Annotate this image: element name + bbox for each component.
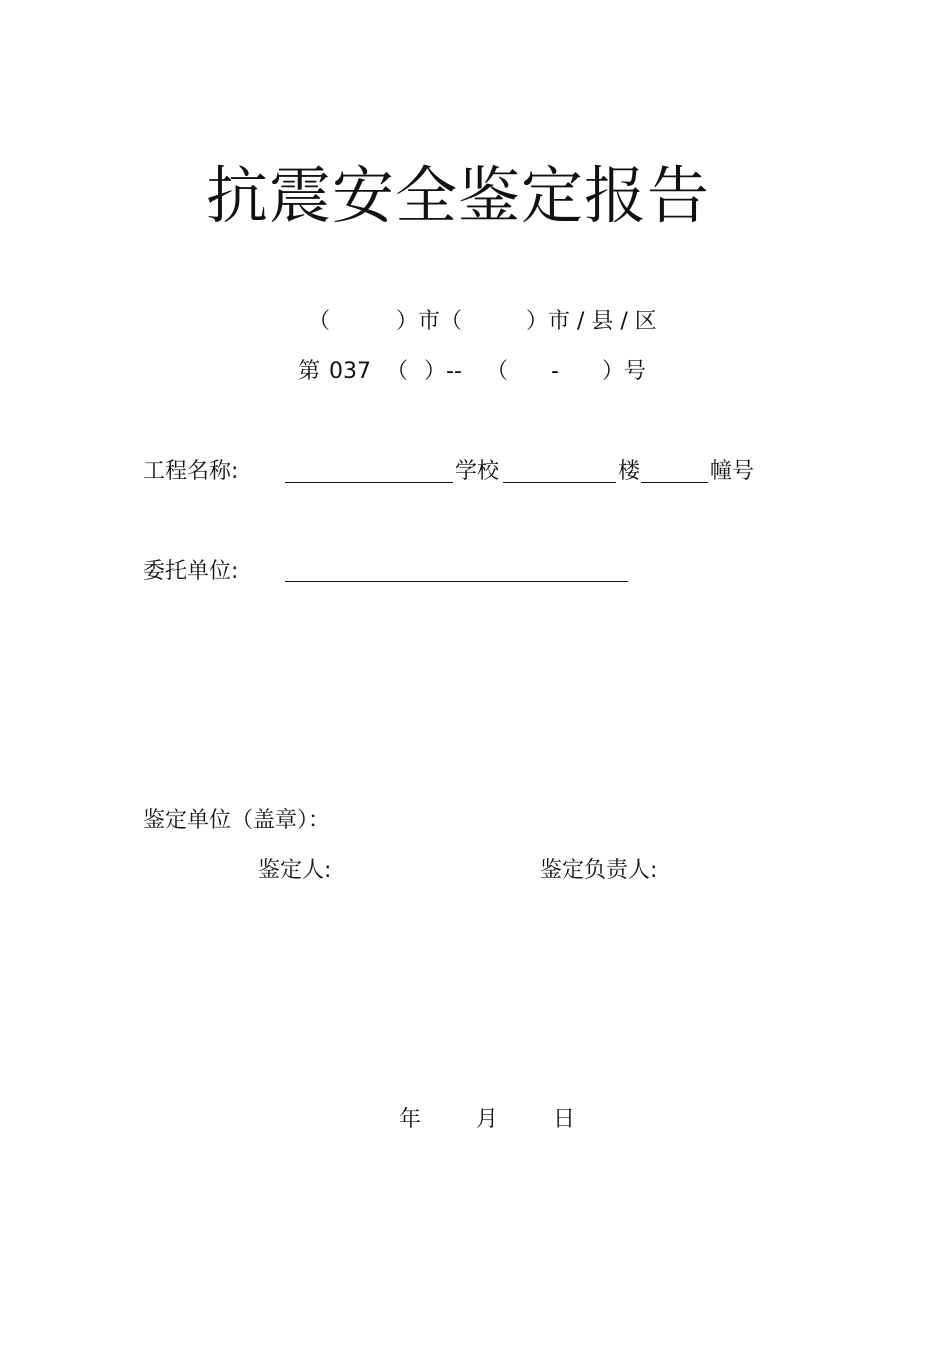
number-paren-3: （ <box>486 359 509 384</box>
number-paren-1: （ <box>386 359 409 384</box>
report-number-code: 037 <box>329 359 371 384</box>
project-name-label: 工程名称: <box>143 459 239 484</box>
building-name-blank <box>503 482 616 483</box>
region-county: ）市 / 县 / 区 <box>526 309 657 334</box>
number-dash: - <box>551 359 559 384</box>
client-blank <box>285 581 628 582</box>
school-suffix: 学校 <box>455 459 500 484</box>
date-day: 日 <box>553 1107 576 1132</box>
appraisal-unit-label: 鉴定单位（盖章）： <box>143 808 331 833</box>
report-title: 抗震安全鉴定报告 <box>205 159 710 232</box>
responsible-person-label: 鉴定负责人: <box>540 858 658 883</box>
number-suffix: ）号 <box>602 359 647 384</box>
unit-number-suffix: 幢号 <box>710 459 755 484</box>
building-suffix: 楼 <box>618 459 641 484</box>
school-name-blank <box>285 482 453 483</box>
region-paren-open: （ <box>308 309 331 334</box>
unit-number-blank <box>641 482 708 483</box>
client-label: 委托单位: <box>143 559 239 584</box>
region-city: ）市（ <box>396 309 463 334</box>
number-paren-2: ）-- <box>424 359 462 384</box>
appraiser-label: 鉴定人: <box>258 858 332 883</box>
number-prefix: 第 <box>298 359 321 384</box>
date-year: 年 <box>399 1107 422 1132</box>
date-month: 月 <box>476 1107 499 1132</box>
